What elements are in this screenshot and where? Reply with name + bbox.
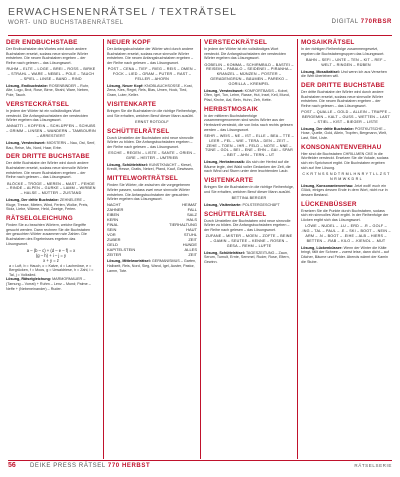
puzzle-words: GOBELIN – KOMMA – SCHIRMBILD – BASTEI – REISEIN – PABALO – SEIDENEI – PIRANHA – KRANZEL – MÜNZEN – POSTER – GERADENGRÜN – BÄUMEN – PAREKO – GORILLA – KREMPEL — [204, 62, 294, 86]
word-right: HEIMAT — [182, 202, 197, 208]
puzzle-words: LÖWE – NUDEL – .LU – ERD – .R – GOLF – .ING – TAL – PAUL – .E – SKI – BOOT – .NEIN – ARM – .N – BOOT – .EIHE – ALB – HIERS – BETTEN – .RAB – KILO – .KIENOL – .MUT — [301, 224, 391, 243]
puzzle-section — [204, 177, 294, 207]
solution-label: Lösung, Rätselgleichung: — [6, 277, 52, 282]
word-left: EIBEN — [107, 212, 120, 218]
page-footer — [8, 462, 392, 472]
puzzle-section — [6, 153, 96, 212]
section-title: MOSAIKRÄTSEL — [301, 39, 355, 46]
solution-text: KNOBLAUCHSOSSE – Kost, Zena, Kies, Regel, Reis, Blas, Umen, Hock, Tied, Gram, Luter, Keller. — [107, 83, 193, 98]
puzzle-section — [107, 39, 197, 98]
solution-text: ZEHNELERE – Kluge, Tresse, Mieten, Wind, Ferien, Wolke, Preis, Stolz, Liebe, Wärme, Held, Zweige, Ferien. — [6, 197, 89, 212]
solution-label: Lösung, Versteckwort: — [204, 88, 244, 93]
section-instructions: Durch Umstellen der Buchstaben wird neue sinnvolle Wörter zu bilden. Die Anfangsbuchstaben ergeben – der Reihe nach gelesen – das Lösungswort. — [204, 218, 291, 232]
section-title: MITTELWORTRÄTSEL — [107, 175, 179, 183]
header-rule — [8, 35, 392, 36]
section-title: VERSTECKRÄTSEL — [6, 100, 70, 108]
word-left: ZAHNER — [107, 207, 124, 213]
word-left: VOR — [107, 231, 116, 237]
page-subtitle: WORT- UND BUCHSTABENRÄTSEL — [8, 20, 124, 26]
solution-label: Lösung, Versteckwort: — [6, 140, 46, 145]
solution-text: POLSTERGESCHÄFT — [242, 202, 280, 207]
puzzle-words: C K R T N S S N D T R M L H N R Y T L L Z S T N R M W K D R L — [302, 172, 390, 181]
puzzle-section — [6, 39, 96, 98]
solution-text: Jetzt wollt' euch ein Glück, einiges dessen Ende in dem Wort, nicht nur in dessen Bestand. — [301, 183, 388, 198]
solution-label: Lösung, Mosaikrätsel: — [301, 69, 340, 74]
solution-label: Lösung, Mittelworträtsel: — [107, 259, 151, 264]
section-instructions: Der Anfangsbuchstabe der Wörter wird durch andere Buchstaben ersetzt, sodass neue sinnvolle Wörter entstehen. Die neuen Anfangsbuchstaben ergeben – der Reihe nach gelesen – das Lösungswort. — [107, 47, 194, 66]
word-right: SALZ — [186, 212, 197, 218]
section-title: NEUER KOPF — [107, 39, 151, 46]
word-right: HUNDE — [182, 241, 197, 247]
section-title: LÜCKENBÜSSER — [301, 200, 357, 208]
header-code-number: 770RBSR — [360, 19, 392, 25]
solution-text: KOMFORTBASIS – Kobel, Ofen, Igel, Ton, Lehm, Rasse, Hut, Insel, Keil, Mund, Pfad, Kirche, Aal, Bein, Huhn, Zeh, Kette. — [204, 88, 290, 102]
solution-text: Und wenn ich aus Versehen die Welt überleben will. — [301, 69, 387, 79]
section-title: DER DRITTE BUCHSTABE — [6, 153, 90, 161]
equation: a – (b – c) + (d – e – f) = x — [26, 248, 76, 254]
word-left: NACHT — [107, 202, 121, 208]
page-header — [8, 6, 392, 32]
section-title: KONSONANTENVERHAU — [301, 143, 382, 151]
solution — [6, 84, 96, 98]
header-code-prefix: DIGITAL — [331, 19, 359, 25]
puzzle-words: ANNATTI – KOFFEIN – SCHLÜPFEN – SCHUBS – GRIMM – LINSEN – WANDERN – TAMBOURIN – ARRESTIERT — [6, 124, 96, 139]
solution — [204, 251, 294, 265]
solution-text: ROSENBINDER – Ruhr, Alte, Logo, Brot, Rose, Birne, Strahl, Ware, Neben, Pole, Tauch. — [6, 83, 90, 98]
section-instructions: Bringen Sie die Buchstaben in die richtige Reihenfolge, und Sie erhalten, welchen Beruf dieser Mann ausübt. — [107, 108, 197, 118]
publisher-name: DEIKE PRESS RÄTSEL — [30, 463, 106, 469]
section-title: RÄTSELGLEICHUNG — [6, 215, 73, 223]
section-title: HERBSTMOSAIK — [204, 105, 259, 113]
section-instructions: In jedem der Wörter ist ein vollständiges Wort versteckt. Die Anfangsbuchstaben der versteckten Wörter ergeben das Lösungswort. — [204, 47, 286, 61]
puzzle-section — [204, 106, 294, 174]
puzzle-section — [301, 82, 391, 141]
section-instructions: In jedem der Wörter ist ein vollständiges Wort versteckt. Die Anfangsbuchstaben der versteckten Wörter ergeben das Lösungswort. — [6, 108, 88, 123]
solution-text: POSTKUTSCHE – Hose, Quelle, Gold, Allein, Tropfen, Bergmann, Welt, Last, Stiel, Liste. — [301, 126, 388, 141]
word-right: ZEIT — [188, 236, 197, 242]
puzzle-section — [204, 39, 294, 103]
section-instructions: Durch Umstellen der Buchstaben wird neue sinnvolle Wörter zu bilden. Die Anfangsbuchstaben ergeben – der Reihe nach gelesen – das Lösungswort. — [107, 135, 194, 149]
publisher — [30, 463, 150, 469]
puzzle-section — [6, 101, 96, 150]
solution — [301, 70, 391, 79]
word-left: KERN — [107, 217, 119, 223]
puzzle-words: POST – QUALLE – GOLD – ALLEIN – TRAPFE – BERGEMIN – KALT – GUSS – WETTEN – LAST – STIEL – KIST – BIEGER – LISTE — [301, 110, 391, 124]
puzzle-section — [204, 211, 294, 265]
puzzle-words: RUHM – ELTE – LOGE – BREI – ROSS – BIRKE – STRAHL – WARE – NEBEL – POLE – TAUCH – SPIEL – LINSE – BAND – RIND — [6, 67, 96, 81]
solution — [6, 141, 96, 150]
column-1 — [6, 39, 96, 459]
header-code — [332, 19, 392, 25]
footer-rule — [8, 460, 392, 461]
solution-label: Lösung, Neuer Kopf: — [107, 83, 144, 88]
section-instructions: Der Endbuchstabe des Wortes wird durch andere Buchstaben ersetzt, sodass neue sinnvolle Wörter entstehen. Die neuen Buchstaben ergeben – der Reihe nach gelesen – das Lösungswort. — [6, 47, 88, 66]
solution-text: KUNSTKNACHT – Kiesel, Kredit, Hesse, Gratis, Netzel, Pfand, Kauf, Gewissen. — [107, 162, 195, 172]
puzzle-section — [301, 201, 391, 265]
footer-right: RÄTSELSERIE — [354, 463, 392, 468]
puzzle-section — [107, 175, 197, 273]
solution-text: MIOSTERN – Nau, Ost, Senf, Bau, Reise, Mu, Nord, Haar, Erbe. — [6, 140, 96, 150]
puzzle-section — [301, 39, 391, 79]
word-right: TIERHALTUNG — [169, 222, 197, 228]
solution — [204, 203, 294, 208]
word-right: ZEIT — [188, 251, 197, 257]
solution-label: Lösung, Der dritte Buchstabe: — [301, 126, 354, 131]
solution-label: Lösung, Schüttelrätsel: — [107, 162, 148, 167]
word-left: SEIN — [107, 226, 117, 232]
puzzle-words: ZUFANE – MISTER – MOEN – ZOFTE – BEINE – GAMIN – SEUTEE – KENNE – ROSEN – GESA – REHM – LUFTE — [205, 234, 293, 248]
solution — [6, 277, 96, 291]
section-title: SCHÜTTELRÄTSEL — [107, 127, 170, 135]
solution-text: MARMORMAUER – (Tarnung – Vorrat) + Ruhm – Lenz – Mund; Palme – Neffe + (Nebeneinander) – Ruder. — [6, 277, 91, 291]
puzzle-section — [107, 101, 197, 125]
section-instructions: Hier sind die Buchstaben CHRILLMEN CKE in die Wortfelder versteckt. Ersetzen Sie die Vokale, sodass sich ein Sprichwort ergibt. Die Buchstaben ergeben sich auf Ihre Lösung. — [301, 151, 389, 170]
solution-label: Lösung, Der dritte Buchstabe: — [6, 197, 59, 202]
solution — [301, 127, 391, 141]
solution-label: Lösung, Herbstmosaik: — [204, 160, 245, 164]
solution-text: GERMANISMUS – Garten, Halbzeit, Reis, Nord, Sieg, Wand, Igel, Auster, Pastor, Lamm, Tote. — [107, 259, 197, 273]
word-pair-row — [107, 253, 197, 258]
solution-label: Lösung, Endbuchstabe: — [6, 83, 48, 88]
equation: (g – h) + i – j = y — [35, 253, 67, 259]
solution — [301, 246, 391, 265]
solution-text: Wenn der Winter die Kälte bringt, fällt der Schnee – zuerst leise, dann dicht – auf Dächer, Bäume und Felder. Abends wärmt der Kamin die Stube. — [301, 245, 389, 264]
section-instructions: Finden Sie zu beachten Wörtern, welche Begriffe gesucht werden. Dann rechnen Sie die Buchstaben der gesuchten Wörter zusammen wie Zahlen. Die Buchstaben des Ergebnisses ergeben das Lösungswort. — [6, 223, 91, 246]
puzzle-section — [301, 144, 391, 198]
section-instructions: Ersetzen Sie die Punkte durch Buchstaben, sodass sich ein sinnvolles Wort ergibt. In der Reihenfolge der Lücken ergibt sich das Lösungswort. — [301, 208, 389, 223]
word-left: GELD — [107, 241, 118, 247]
puzzle-words: ESCHE – REGEN – LISTE – SANTE – ORIEN – GIRE – HEITER – UMTRIEB — [108, 151, 196, 160]
puzzle-words: BAHN – SEFI – UNTE – TEN – KIT – REF – WELT – RINGEN – RÜBEN — [305, 57, 386, 67]
word-left: KAPITELSTEIN — [107, 246, 136, 252]
solution — [107, 163, 197, 172]
section-title: SCHÜTTELRÄTSEL — [204, 210, 267, 218]
solution — [107, 259, 197, 273]
column-2 — [103, 39, 197, 459]
section-instructions: Bringen Sie die Buchstaben in die richtige Reihenfolge, und Sie erhalten, welchen Beruf dieser Mann ausübt. — [204, 185, 294, 194]
puzzle-words: ERNST ROTDOLF — [135, 119, 169, 124]
section-instructions: In der mittleren Buchstabenfolge zusammengenommen sind sechs Wörter aus der Herbstzeit versteckt, die von links nach rechts gelesen werden – das Lösungswort. — [204, 113, 293, 132]
section-instructions: Finden Sie Wörter, die zwischen die vorgegebenen Wörter passen, sodass zwei neue sinnvolle Wörter entstehen. Die Anfangsbuchstaben der gesuchten Wörter ergeben das Lösungswort. — [107, 183, 191, 202]
solution — [301, 184, 391, 198]
word-right: ALLES — [184, 246, 197, 252]
section-instructions: Der dritte Buchstabe der Wörter wird durch andere Buchstaben ersetzt, sodass neue sinnvolle Wörter entstehen. Die neuen Buchstaben ergeben – der Reihe nach gelesen – das Lösungswort. — [301, 89, 384, 109]
puzzle-words: SEHR – WEIS – NE – IST – ELLE – BEA – TTE – LEER – FEL – WIE – TERA – DEN – ZEIT – ZEHE – TOEN – IHR – FELD – NOTE – NNE – TÜNE – GOL – BEI – ENE – EHN – GAI – SPAR – BEIT – AHN – TERN – UT — [204, 134, 294, 158]
column-3 — [200, 39, 294, 459]
solution — [6, 198, 96, 212]
section-title: DER ENDBUCHSTABE — [6, 39, 78, 46]
word-left: ZEITER — [107, 251, 122, 257]
word-pairs — [107, 203, 197, 257]
publisher-code: 770 HERBST — [107, 463, 151, 469]
word-left: FINAL — [107, 222, 119, 228]
puzzle-words: POST – CENA – TIEF – RIEG – REIS – OMEN – FOCK – LIED – GRAM – PUTER – RAST – FELLER – AHORN — [107, 67, 197, 81]
puzzle-section — [6, 215, 96, 292]
solution-text: TAGESZEITUNG – Zaun, Serum, Tumult, Ernte, Semmel, Ruder, Rose, Eltern, Gewinn. — [204, 250, 290, 264]
solution-text: Als sich der Herbst auf die Bäume legte, drei Wald voller Gedanken der Zeit, die nach Wind und Sturm unter dem leuchtenden Laub. — [204, 160, 291, 174]
solution-label: Lösung, Visitenkarte: — [204, 202, 242, 207]
section-instructions: In der richtigen Reihenfolge zusammengesetzt, ergeben die Buchstabengruppen das Lösungswort. — [301, 47, 385, 56]
solution — [204, 89, 294, 103]
puzzle-words: BLÖCKE – TRÖGE – MEREN – MAST – FEHDE – RINDE – ALPEN – GURKE – LAMM – WIRBEN – HALSE – MÜTTER – ZUSTAND — [6, 181, 96, 196]
solution-label: Lösung, Konsonantenverhau: — [301, 183, 354, 188]
section-instructions: Der dritte Buchstabe der Wörter wird durch andere Buchstaben ersetzt, sodass neue sinnvolle Wörter entstehen. Die neuen Buchstaben ergeben – der Reihe nach gelesen – das Lösungswort. — [6, 161, 89, 180]
solution-label: Lösung, Schüttelrätsel: — [204, 250, 245, 255]
word-right: HAUT — [186, 226, 197, 232]
section-title: VERSTECKRÄTSEL — [204, 39, 268, 46]
puzzle-section — [107, 128, 197, 173]
solution — [204, 160, 294, 174]
word-left: ZUBER — [107, 236, 121, 242]
section-title: VISITENKARTE — [107, 100, 157, 108]
word-right: STUHL — [183, 231, 197, 237]
section-title: DER DRITTE BUCHSTABE — [301, 81, 385, 89]
solution — [107, 84, 197, 98]
column-4 — [297, 39, 391, 459]
equation: x + y = z — [43, 258, 59, 264]
puzzle-words: BETTINA BERGER — [231, 196, 267, 201]
section-title: VISITENKARTE — [204, 177, 254, 185]
page-title: ERWACHSENENRÄTSEL / TEXTRÄTSEL — [8, 6, 237, 18]
page-number: 56 — [8, 462, 16, 469]
solution-label: Lösung, Lückenbüsser: — [301, 245, 343, 250]
word-right: HALS — [186, 217, 197, 223]
equation-legend: a = Luft, b = Hauch, c = Katze, d = Lachmöwe, e = Bergrücken, f = Moos, g = Urwaldriese, h = Zahl, i = Tal, j = Volkslied. — [9, 263, 94, 277]
word-right: FALL — [187, 207, 197, 213]
